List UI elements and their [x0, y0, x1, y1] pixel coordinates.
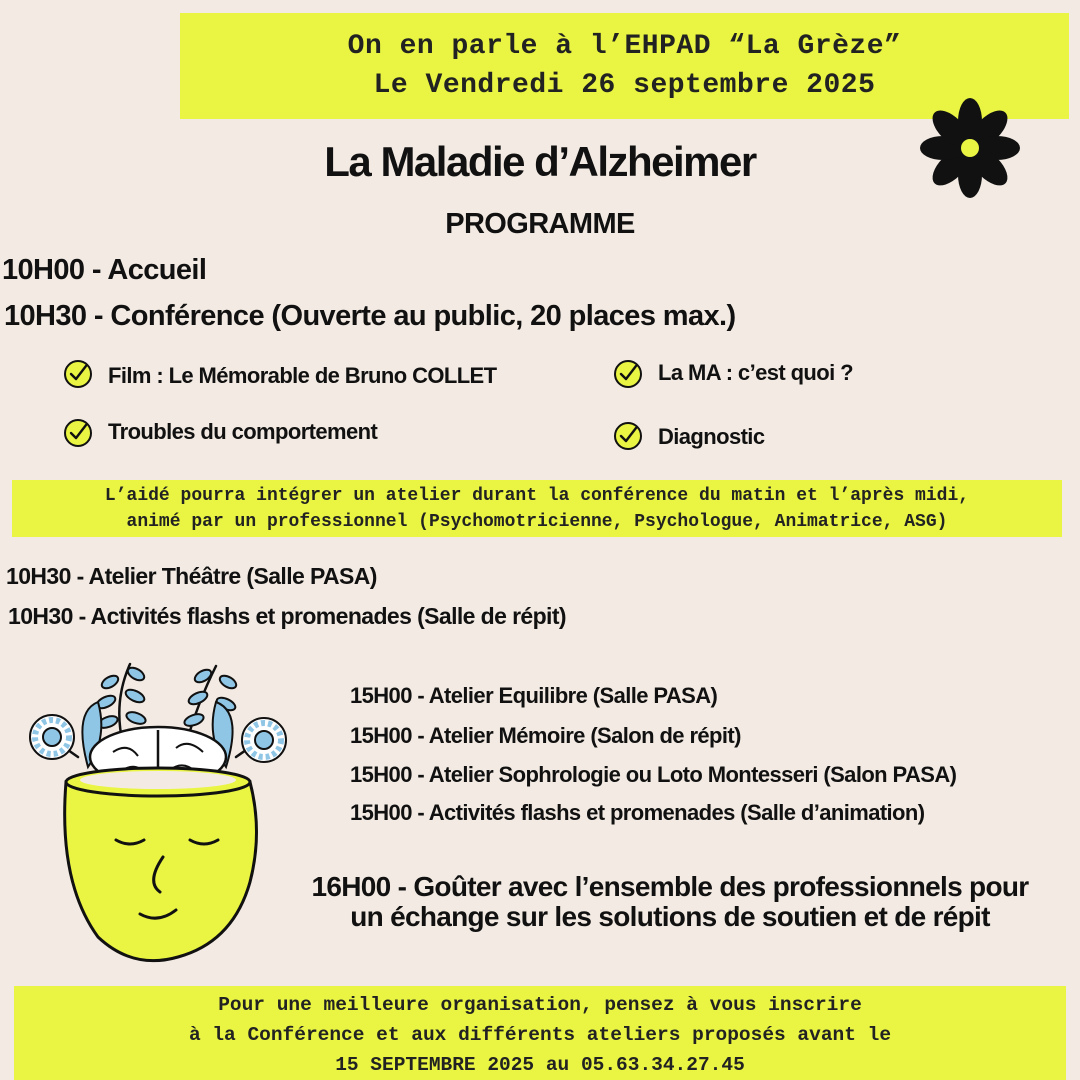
programme-heading: PROGRAMME: [445, 208, 635, 240]
morning-workshop: 10H30 - Activités flashs et promenades (Salle de répit): [8, 603, 566, 629]
registration-band: [14, 986, 1066, 1080]
agenda-item: 10H30 - Conférence (Ouverte au public, 20 places max.): [4, 300, 736, 332]
afternoon-workshop: 15H00 - Atelier Mémoire (Salon de répit): [350, 723, 741, 748]
footer-line-2: à la Conférence et aux différents ateliers proposés avant le: [188, 1024, 892, 1046]
topic-item: La MA : c’est quoi ?: [658, 360, 853, 385]
header-line-2: Le Vendredi 26 septembre 2025: [373, 70, 876, 101]
afternoon-workshop: 15H00 - Atelier Equilibre (Salle PASA): [350, 683, 718, 708]
snack-announcement: [270, 872, 1070, 932]
snack-line-1: 16H00 - Goûter avec l’ensemble des professionnels pour: [311, 871, 1029, 902]
topic-item: Troubles du comportement: [108, 419, 378, 444]
topic-item: Film : Le Mémorable de Bruno COLLET: [108, 363, 497, 388]
morning-workshop: 10H30 - Atelier Théâtre (Salle PASA): [6, 563, 377, 589]
footer-line-1: Pour une meilleure organisation, pensez à vous inscrire: [218, 994, 862, 1016]
afternoon-workshop: 15H00 - Activités flashs et promenades (Salle d’animation): [350, 800, 925, 825]
check-circle-icon: [62, 358, 94, 390]
check-circle-icon: [62, 417, 94, 449]
topic-item: Diagnostic: [658, 424, 765, 449]
page-title: La Maladie d’Alzheimer: [324, 138, 756, 185]
agenda-item: 10H00 - Accueil: [2, 254, 207, 286]
check-circle-icon: [612, 420, 644, 452]
snack-line-2: un échange sur les solutions de soutien et de répit: [350, 901, 990, 932]
notice-band: [12, 480, 1062, 537]
notice-line-2: animé par un professionnel (Psychomotricienne, Psychologue, Animatrice, ASG): [126, 512, 948, 532]
notice-line-1: L’aidé pourra intégrer un atelier durant la conférence du matin et l’après midi,: [104, 486, 970, 506]
check-circle-icon: [612, 358, 644, 390]
head-with-flowers-illustration: [18, 652, 298, 972]
footer-line-3: 15 SEPTEMBRE 2025 au 05.63.34.27.45: [335, 1054, 745, 1076]
header-line-1: On en parle à l’EHPAD “La Grèze”: [347, 31, 902, 62]
afternoon-workshop: 15H00 - Atelier Sophrologie ou Loto Montesseri (Salon PASA): [350, 762, 957, 787]
